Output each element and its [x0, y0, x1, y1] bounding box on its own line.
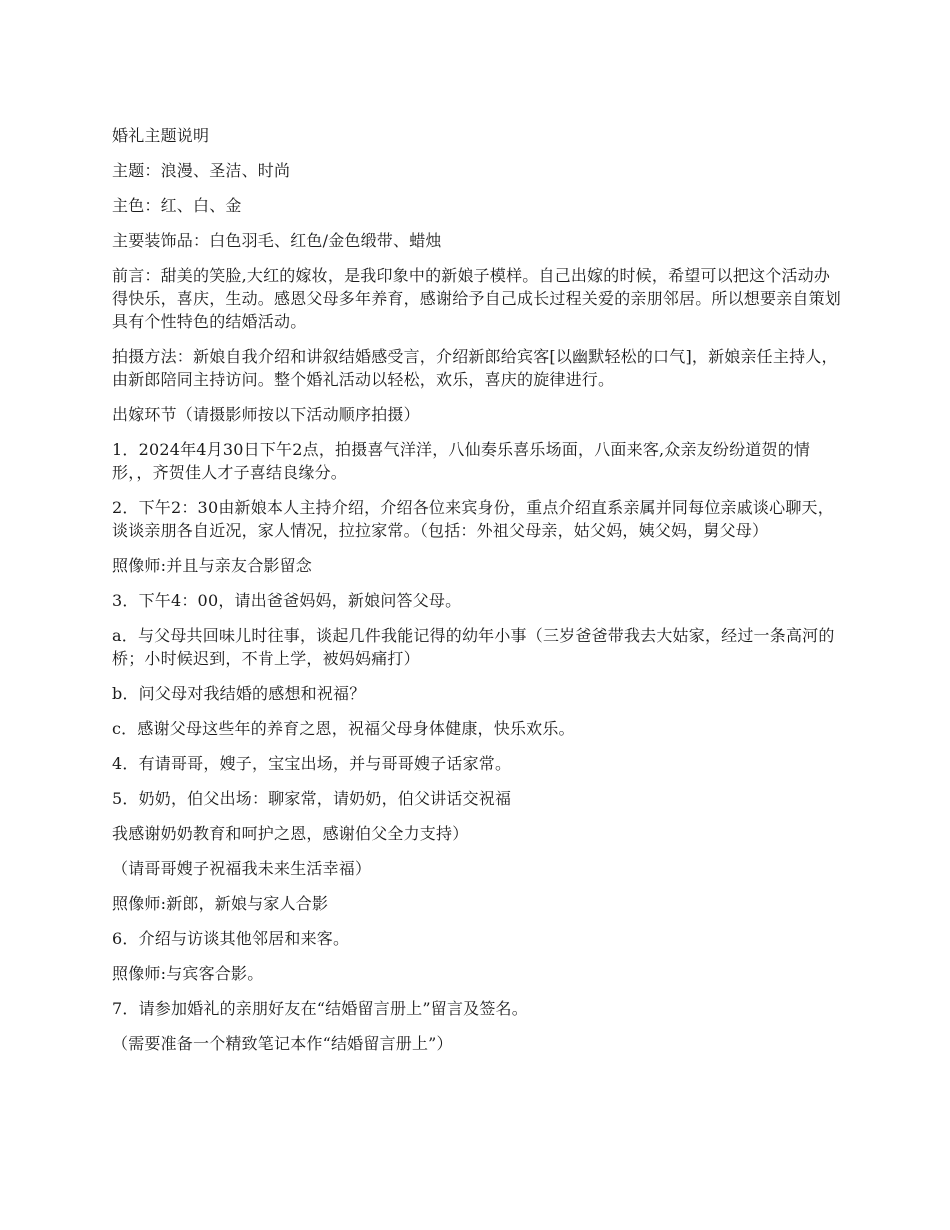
step-7: 7．请参加婚礼的亲朋好友在“结婚留言册上”留言及签名。: [112, 999, 528, 1018]
step-7-note: （需要准备一个精致笔记本作“结婚留言册上”）: [112, 1034, 453, 1053]
photographer-note-1: 照像师:并且与亲友合影留念: [112, 556, 312, 575]
step-3: 3．下午4：00，请出爸爸妈妈，新娘问答父母。: [112, 591, 462, 610]
preface-paragraph: 前言：甜美的笑脸,大红的嫁妆，是我印象中的新娘子模样。自己出嫁的时候，希望可以把这个活动办得快乐，喜庆，生动。感恩父母多年养育，感谢给予自己成长过程关爱的亲朋邻居。所以想要亲自策划具有个性特色的结婚活动。: [112, 266, 842, 331]
step-2: 2．下午2：30由新娘本人主持介绍，介绍各位来宾身份，重点介绍直系亲属并同每位亲戚谈心聊天，谈谈亲朋各自近况，家人情况，拉拉家常。（包括：外祖父母亲，姑父妈，姨父妈，舅父母）: [112, 498, 834, 540]
main-color-line: 主色：红、白、金: [112, 196, 242, 215]
theme-line: 主题：浪漫、圣洁、时尚: [112, 161, 291, 180]
step-4: 4．有请哥哥，嫂子，宝宝出场，并与哥哥嫂子话家常。: [112, 754, 512, 773]
step-1: 1．2024年4月30日下午2点，拍摄喜气洋洋，八仙奏乐喜乐场面，八面来客,众亲友纷纷道贺的情形，，齐贺佳人才子喜结良缘分。: [112, 440, 811, 482]
photographer-note-3: 照像师:与宾客合影。: [112, 964, 264, 983]
step-3c: c．感谢父母这些年的养育之恩，祝福父母身体健康，快乐欢乐。: [112, 719, 575, 738]
step-5-thanks: 我感谢奶奶教育和呵护之恩，感谢伯父全力支持）: [112, 824, 469, 843]
section-heading: 出嫁环节（请摄影师按以下活动顺序拍摄）: [112, 405, 420, 424]
decoration-line: 主要装饰品：白色羽毛、红色/金色缎带、蜡烛: [112, 231, 442, 250]
document-body: [112, 124, 842, 1067]
step-6: 6．介绍与访谈其他邻居和来客。: [112, 929, 350, 948]
step-5-blessing: （请哥哥嫂子祝福我未来生活幸福）: [112, 859, 372, 878]
document-title: 婚礼主题说明: [112, 126, 210, 145]
step-3b: b．问父母对我结婚的感想和祝福？: [112, 684, 366, 703]
step-5: 5．奶奶，伯父出场：聊家常，请奶奶，伯父讲话交祝福: [112, 789, 512, 808]
shooting-method-paragraph: 拍摄方法：新娘自我介绍和讲叙结婚感受言，介绍新郎给宾客[以幽默轻松的口气]，新娘亲任主持人，由新郎陪同主持访问。整个婚礼活动以轻松，欢乐，喜庆的旋律进行。: [112, 347, 838, 389]
photographer-note-2: 照像师:新郎，新娘与家人合影: [112, 894, 329, 913]
step-3a: a．与父母共回味儿时往事，谈起几件我能记得的幼年小事（三岁爸爸带我去大姑家，经过一条高河的桥；小时候迟到，不肯上学，被妈妈痛打）: [112, 626, 835, 668]
